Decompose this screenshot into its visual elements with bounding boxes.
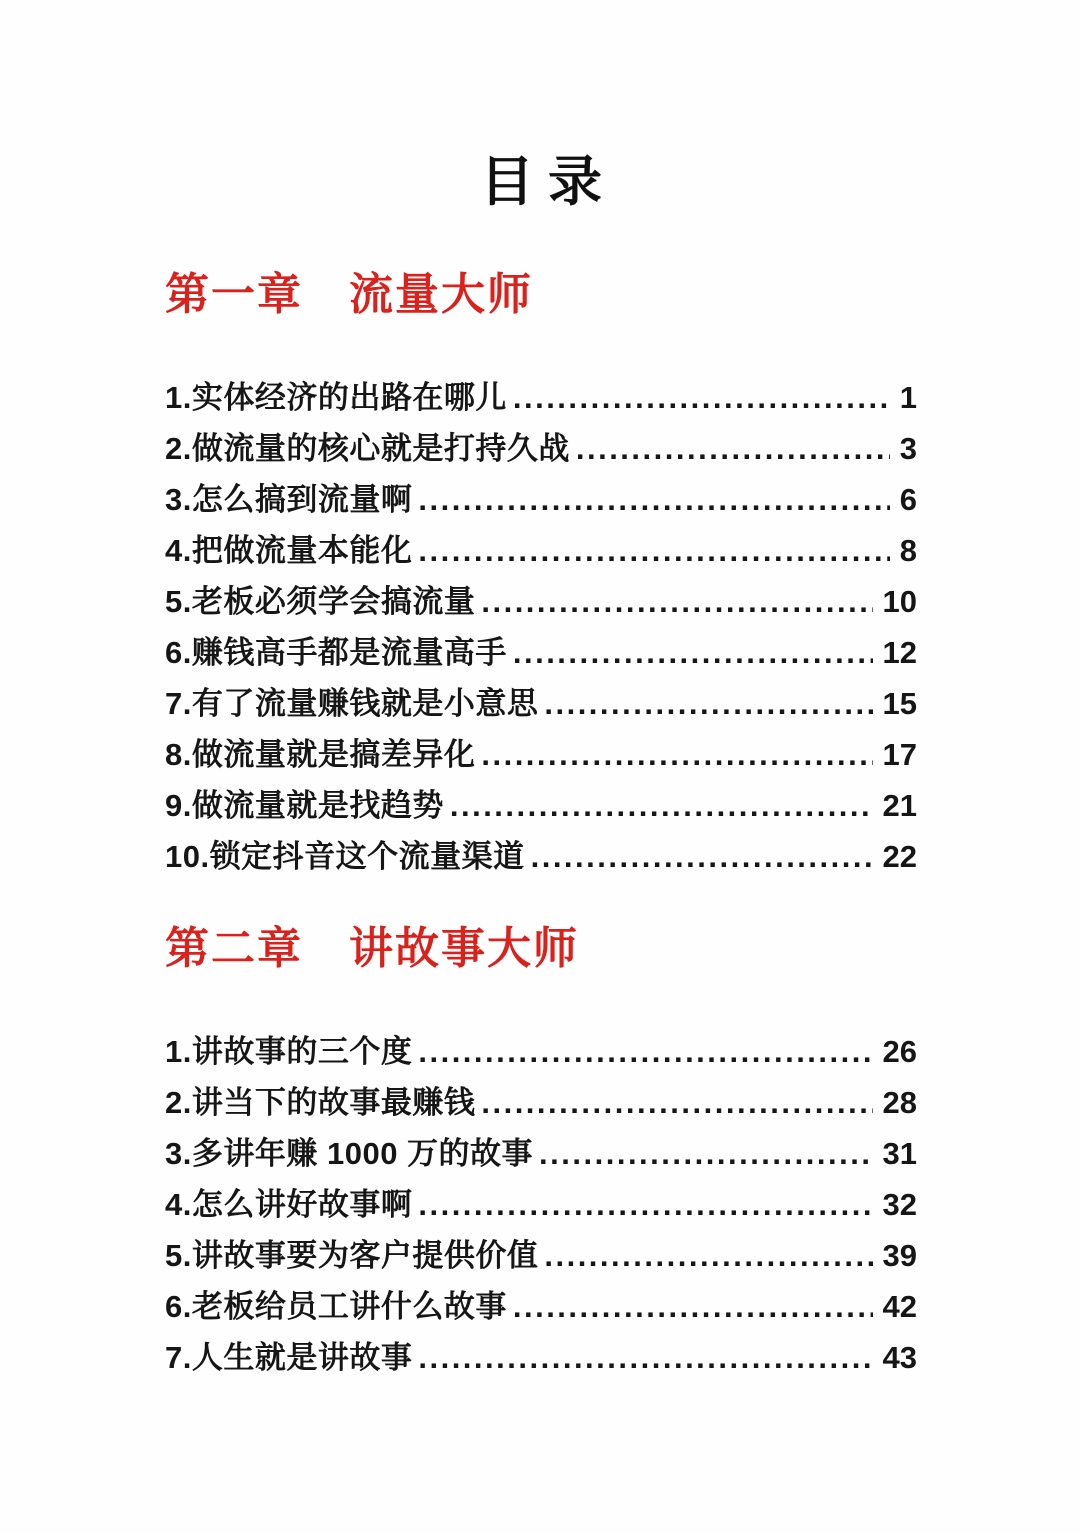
toc-entry-label: 5.讲故事要为客户提供价值 (165, 1238, 539, 1273)
chapter-section (165, 268, 917, 882)
toc-entry-page-number: 26 (882, 1034, 917, 1069)
toc-entry-list (165, 1026, 917, 1383)
toc-entry-page-number: 1 (899, 380, 917, 415)
toc-entry (165, 1179, 917, 1230)
toc-entry-leader-dots (544, 678, 872, 729)
toc-entry (165, 1128, 917, 1179)
toc-entry (165, 372, 917, 423)
toc-entry-page-number: 15 (882, 686, 917, 721)
toc-entry-page-number: 17 (882, 737, 917, 772)
toc-entry-label: 7.有了流量赚钱就是小意思 (165, 686, 539, 721)
toc-entry (165, 729, 917, 780)
toc-entry-leader-dots (481, 576, 872, 627)
toc-entry-label: 4.怎么讲好故事啊 (165, 1187, 413, 1222)
toc-entry-label: 9.做流量就是找趋势 (165, 788, 444, 823)
toc-entry-page-number: 43 (882, 1340, 917, 1375)
toc-entry (165, 1332, 917, 1383)
toc-entry-page-number: 6 (899, 482, 917, 517)
toc-entry-label: 3.怎么搞到流量啊 (165, 482, 413, 517)
toc-entry-page-number: 39 (882, 1238, 917, 1273)
toc-entry (165, 780, 917, 831)
toc-entry-label: 8.做流量就是搞差异化 (165, 737, 476, 772)
toc-entry-page-number: 8 (899, 533, 917, 568)
toc-entry-leader-dots (418, 525, 889, 576)
toc-entry-leader-dots (481, 1077, 872, 1128)
toc-entry-leader-dots (418, 1026, 872, 1077)
toc-entry-page-number: 10 (882, 584, 917, 619)
toc-entry-page-number: 21 (882, 788, 917, 823)
toc-entry-leader-dots (513, 1281, 873, 1332)
toc-entry-leader-dots (513, 372, 890, 423)
toc-entry-label: 10.锁定抖音这个流量渠道 (165, 839, 525, 874)
toc-entry (165, 627, 917, 678)
toc-entry-page-number: 22 (882, 839, 917, 874)
toc-entry-page-number: 3 (899, 431, 917, 466)
toc-entry-label: 6.赚钱高手都是流量高手 (165, 635, 507, 670)
toc-entry (165, 525, 917, 576)
toc-entry (165, 1230, 917, 1281)
toc-entry (165, 1077, 917, 1128)
toc-entry-leader-dots (418, 1332, 872, 1383)
toc-entry (165, 1026, 917, 1077)
toc-entry-label: 1.讲故事的三个度 (165, 1034, 413, 1069)
chapter-section (165, 922, 917, 1383)
toc-entry-label: 5.老板必须学会搞流量 (165, 584, 476, 619)
chapters-container (165, 268, 917, 1383)
page-title: 目录 (480, 152, 616, 212)
toc-entry-leader-dots (418, 474, 889, 525)
toc-entry (165, 474, 917, 525)
toc-entry-leader-dots (450, 780, 873, 831)
toc-entry-page-number: 12 (882, 635, 917, 670)
toc-entry-label: 7.人生就是讲故事 (165, 1340, 413, 1375)
toc-entry-leader-dots (418, 1179, 872, 1230)
toc-entry-leader-dots (481, 729, 872, 780)
toc-entry (165, 1281, 917, 1332)
toc-entry-leader-dots (539, 1128, 872, 1179)
toc-entry-leader-dots (544, 1230, 872, 1281)
toc-entry-label: 2.做流量的核心就是打持久战 (165, 431, 570, 466)
toc-entry-leader-dots (576, 423, 890, 474)
toc-entry-page-number: 32 (882, 1187, 917, 1222)
toc-entry-leader-dots (513, 627, 873, 678)
toc-entry-label: 4.把做流量本能化 (165, 533, 413, 568)
toc-entry-page-number: 42 (882, 1289, 917, 1324)
toc-entry-page-number: 31 (882, 1136, 917, 1171)
toc-entry-leader-dots (531, 831, 873, 882)
toc-entry-list (165, 372, 917, 882)
toc-entry (165, 423, 917, 474)
toc-entry (165, 576, 917, 627)
toc-entry (165, 831, 917, 882)
chapter-heading: 第二章 讲故事大师 (165, 924, 579, 973)
toc-entry-label: 2.讲当下的故事最赚钱 (165, 1085, 476, 1120)
toc-entry-page-number: 28 (882, 1085, 917, 1120)
toc-entry-label: 1.实体经济的出路在哪儿 (165, 380, 507, 415)
chapter-heading: 第一章 流量大师 (165, 270, 533, 319)
toc-entry-label: 3.多讲年赚 1000 万的故事 (165, 1136, 534, 1171)
toc-entry (165, 678, 917, 729)
toc-entry-label: 6.老板给员工讲什么故事 (165, 1289, 507, 1324)
